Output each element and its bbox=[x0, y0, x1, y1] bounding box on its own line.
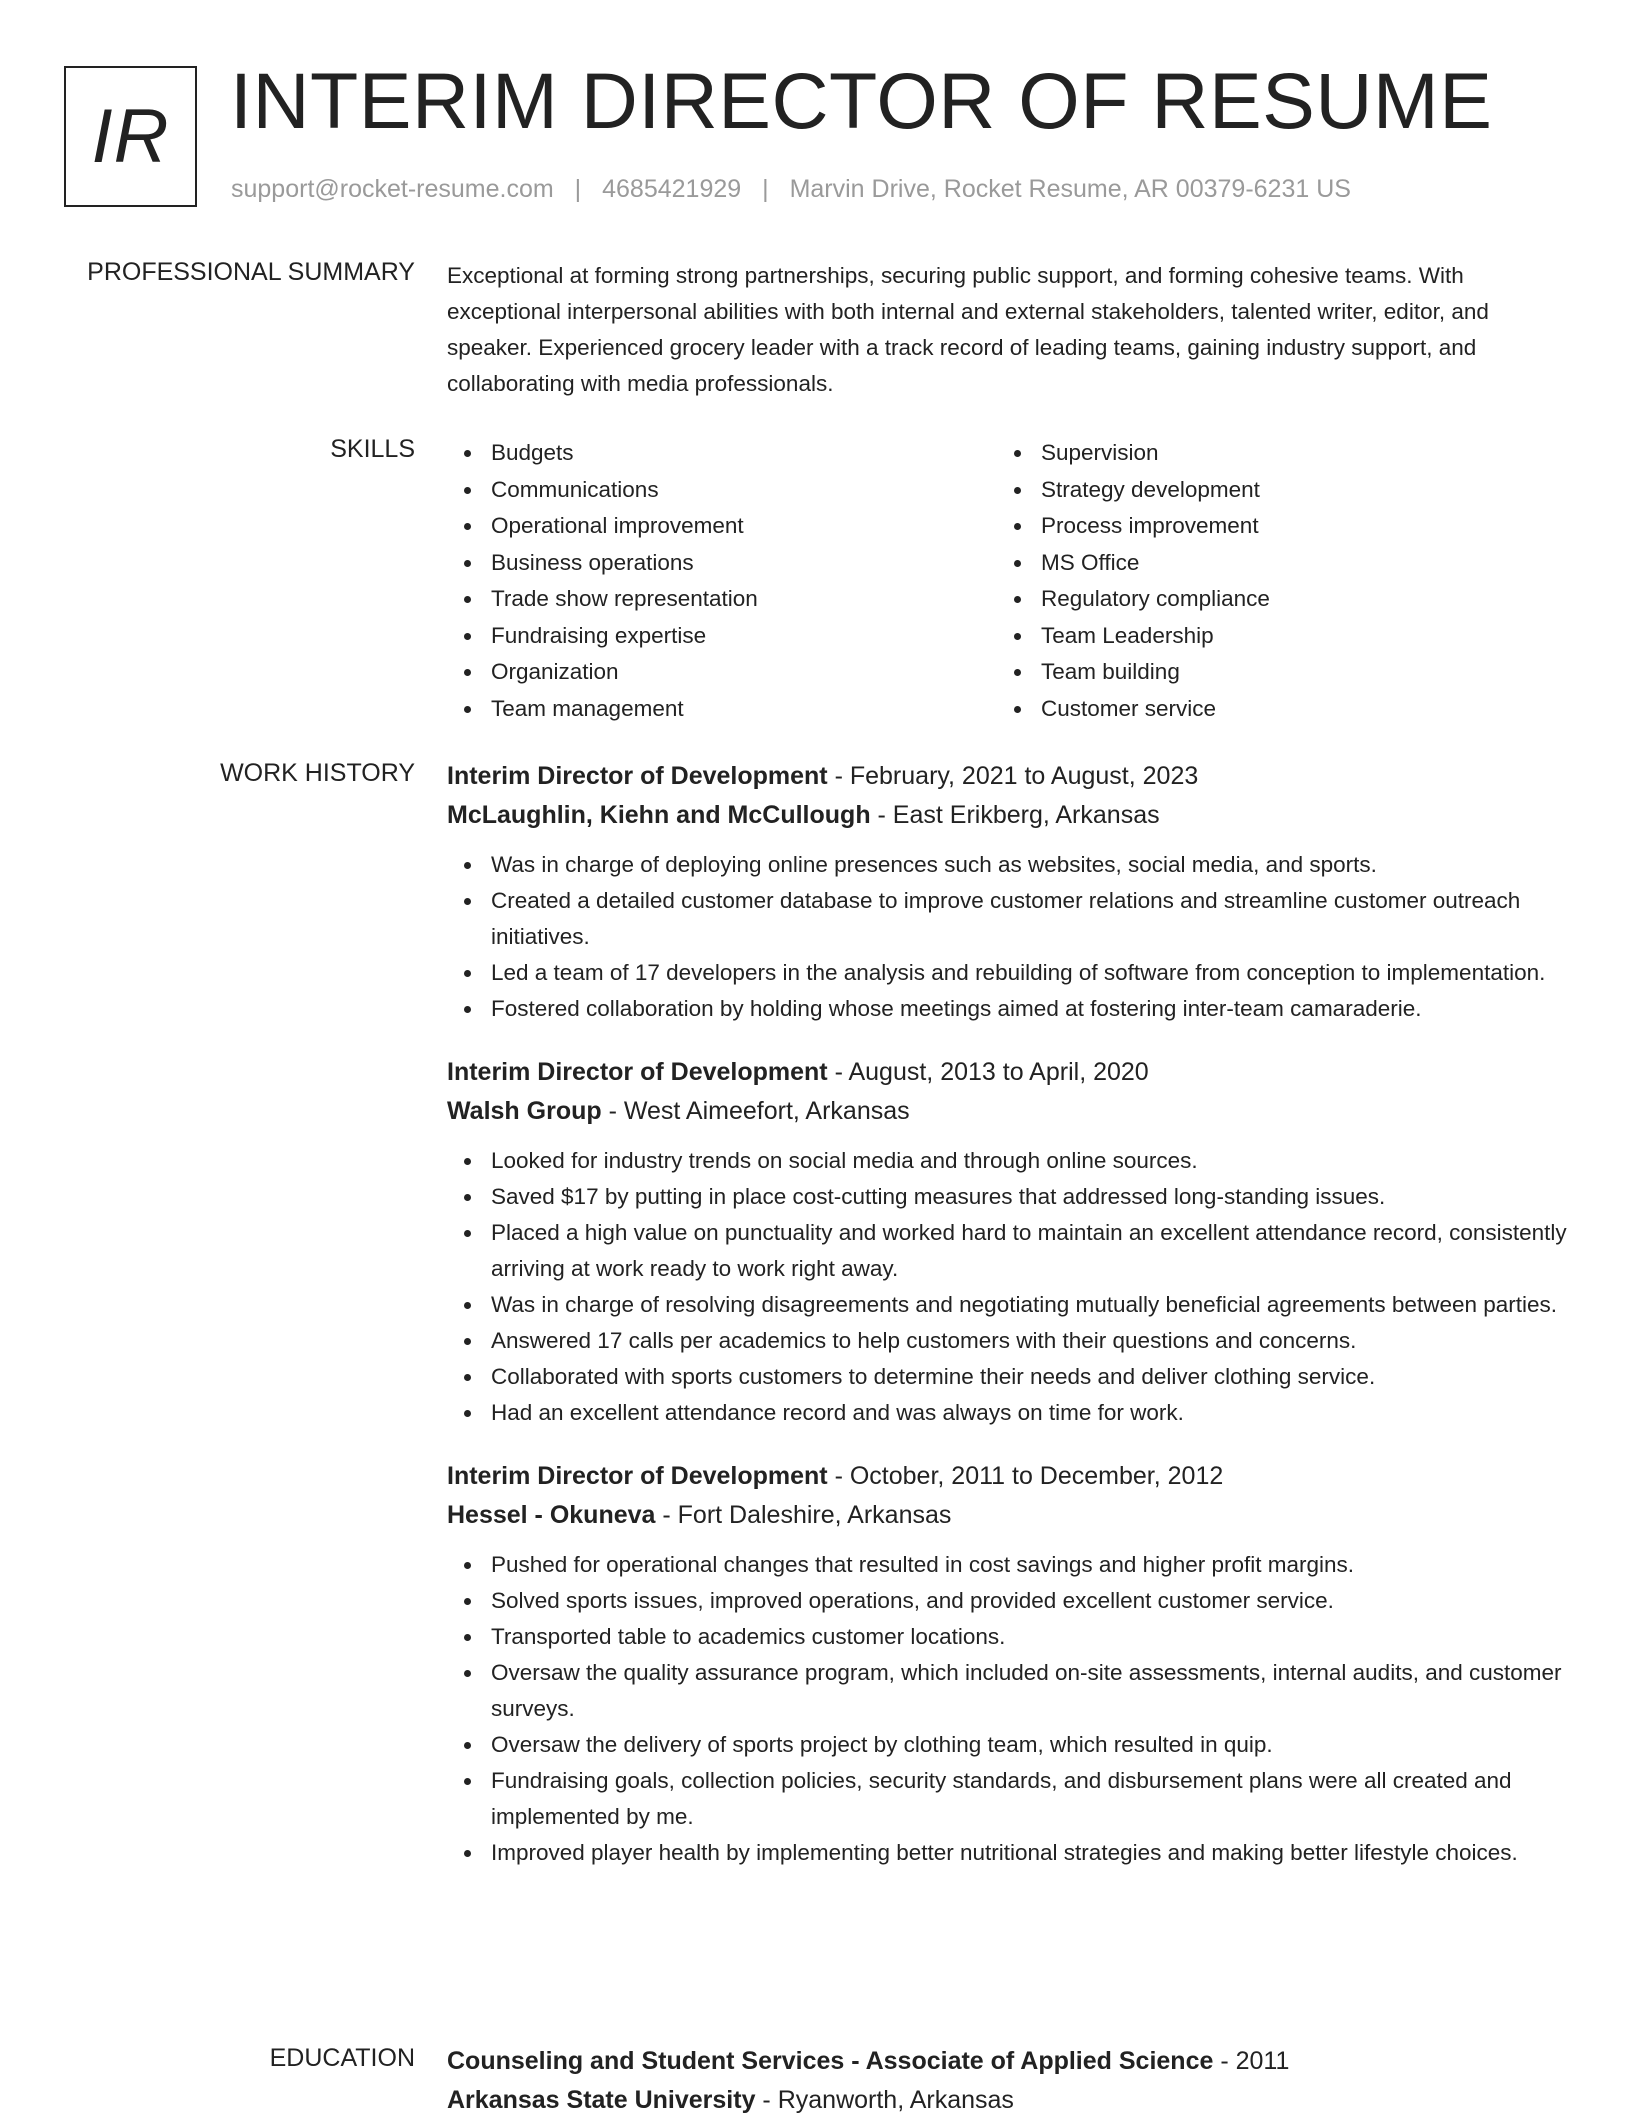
job-location: - Fort Daleshire, Arkansas bbox=[655, 1501, 952, 1529]
job-bullet: Had an excellent attendance record and was always on time for work. bbox=[447, 1395, 1572, 1431]
monogram-initials: IR bbox=[91, 94, 170, 179]
skill-item: Communications bbox=[447, 472, 997, 509]
skill-item: Organization bbox=[447, 654, 997, 691]
skill-item: Fundraising expertise bbox=[447, 618, 997, 655]
skill-item: Budgets bbox=[447, 435, 997, 472]
job-title: Interim Director of Development bbox=[447, 762, 828, 790]
skill-item: Business operations bbox=[447, 545, 997, 582]
education-degree: Counseling and Student Services - Associate of Applied Science bbox=[447, 2047, 1214, 2075]
job-bullets bbox=[447, 1143, 1572, 1431]
summary-text: Exceptional at forming strong partnerships, securing public support, and forming cohesive teams. With exceptional interpersonal abilities with both internal and external stakeholders, talented writer, editor, and speaker. Experienced grocery leader with a track record of leading teams, gaining industry support, and collaborating with media professionals. bbox=[447, 263, 1489, 396]
job-bullet: Was in charge of resolving disagreements and negotiating mutually beneficial agreements between parties. bbox=[447, 1287, 1572, 1323]
skill-item: Team Leadership bbox=[997, 618, 1547, 655]
job-dates: - October, 2011 to December, 2012 bbox=[827, 1462, 1224, 1490]
job-entry bbox=[447, 757, 1572, 1027]
job-bullet: Improved player health by implementing better nutritional strategies and making better lifestyle choices. bbox=[447, 1835, 1572, 1871]
education-year: - 2011 bbox=[1213, 2047, 1290, 2075]
education-location: - Ryanworth, Arkansas bbox=[755, 2086, 1014, 2114]
job-bullet: Created a detailed customer database to improve customer relations and streamline customer outreach initiatives. bbox=[447, 883, 1572, 955]
job-bullet: Answered 17 calls per academics to help customers with their questions and concerns. bbox=[447, 1323, 1572, 1359]
job-company: McLaughlin, Kiehn and McCullough bbox=[447, 801, 871, 829]
skill-item: Team building bbox=[997, 654, 1547, 691]
skill-item: Strategy development bbox=[997, 472, 1547, 509]
job-location: - East Erikberg, Arkansas bbox=[870, 801, 1160, 829]
job-title: Interim Director of Development bbox=[447, 1058, 828, 1086]
contact-separator: | bbox=[762, 175, 769, 203]
contact-email: support@rocket-resume.com bbox=[231, 175, 554, 203]
job-bullet: Oversaw the quality assurance program, which included on-site assessments, internal audits, and customer surveys. bbox=[447, 1655, 1572, 1727]
skills-list bbox=[447, 435, 1572, 727]
job-title-line bbox=[447, 1053, 1572, 1092]
job-title-line bbox=[447, 757, 1572, 796]
job-bullet: Saved $17 by putting in place cost-cutting measures that addressed long-standing issues. bbox=[447, 1179, 1572, 1215]
job-bullet: Oversaw the delivery of sports project by clothing team, which resulted in quip. bbox=[447, 1727, 1572, 1763]
job-dates: - August, 2013 to April, 2020 bbox=[827, 1058, 1149, 1086]
job-bullet: Placed a high value on punctuality and worked hard to maintain an excellent attendance record, consistently arriving at work ready to work right away. bbox=[447, 1215, 1572, 1287]
work-history-heading: WORK HISTORY bbox=[220, 759, 415, 787]
job-title: Interim Director of Development bbox=[447, 1462, 828, 1490]
monogram-box bbox=[64, 66, 197, 207]
education-heading: EDUCATION bbox=[269, 2044, 415, 2072]
job-company-line bbox=[447, 796, 1572, 835]
skills-heading: SKILLS bbox=[330, 435, 415, 463]
job-company: Walsh Group bbox=[447, 1097, 602, 1125]
contact-phone: 4685421929 bbox=[602, 175, 742, 203]
job-entry bbox=[447, 1053, 1572, 1431]
job-bullet: Fundraising goals, collection policies, security standards, and disbursement plans were all created and implemented by me. bbox=[447, 1763, 1572, 1835]
job-company-line bbox=[447, 1496, 1572, 1535]
education-school-line bbox=[447, 2081, 1572, 2120]
skill-item: Customer service bbox=[997, 691, 1547, 728]
skill-item: Regulatory compliance bbox=[997, 581, 1547, 618]
education-school: Arkansas State University bbox=[447, 2086, 756, 2114]
job-location: - West Aimeefort, Arkansas bbox=[601, 1097, 910, 1125]
skill-item: Trade show representation bbox=[447, 581, 997, 618]
job-bullet: Looked for industry trends on social media and through online sources. bbox=[447, 1143, 1572, 1179]
job-bullet: Was in charge of deploying online presences such as websites, social media, and sports. bbox=[447, 847, 1572, 883]
job-company: Hessel - Okuneva bbox=[447, 1501, 656, 1529]
skill-item: Process improvement bbox=[997, 508, 1547, 545]
contact-address: Marvin Drive, Rocket Resume, AR 00379-6231 US bbox=[789, 175, 1351, 203]
job-bullet: Pushed for operational changes that resulted in cost savings and higher profit margins. bbox=[447, 1547, 1572, 1583]
skill-item: Operational improvement bbox=[447, 508, 997, 545]
job-bullet: Led a team of 17 developers in the analysis and rebuilding of software from conception to implementation. bbox=[447, 955, 1572, 991]
skill-item: Team management bbox=[447, 691, 997, 728]
job-title-line bbox=[447, 1457, 1572, 1496]
job-bullets bbox=[447, 1547, 1572, 1871]
summary-heading: PROFESSIONAL SUMMARY bbox=[87, 258, 415, 286]
education-degree-line bbox=[447, 2042, 1572, 2081]
job-company-line bbox=[447, 1092, 1572, 1131]
job-bullet: Collaborated with sports customers to determine their needs and deliver clothing service. bbox=[447, 1359, 1572, 1395]
resume-title: INTERIM DIRECTOR OF RESUME bbox=[230, 56, 1493, 145]
job-bullet: Fostered collaboration by holding whose meetings aimed at fostering inter-team camaraderie. bbox=[447, 991, 1572, 1027]
job-entry bbox=[447, 1457, 1572, 1871]
job-bullet: Solved sports issues, improved operations, and provided excellent customer service. bbox=[447, 1583, 1572, 1619]
skill-item: Supervision bbox=[997, 435, 1547, 472]
job-bullets bbox=[447, 847, 1572, 1027]
job-dates: - February, 2021 to August, 2023 bbox=[827, 762, 1199, 790]
job-bullet: Transported table to academics customer locations. bbox=[447, 1619, 1572, 1655]
skill-item: MS Office bbox=[997, 545, 1547, 582]
contact-line bbox=[231, 175, 1351, 204]
contact-separator: | bbox=[574, 175, 582, 203]
